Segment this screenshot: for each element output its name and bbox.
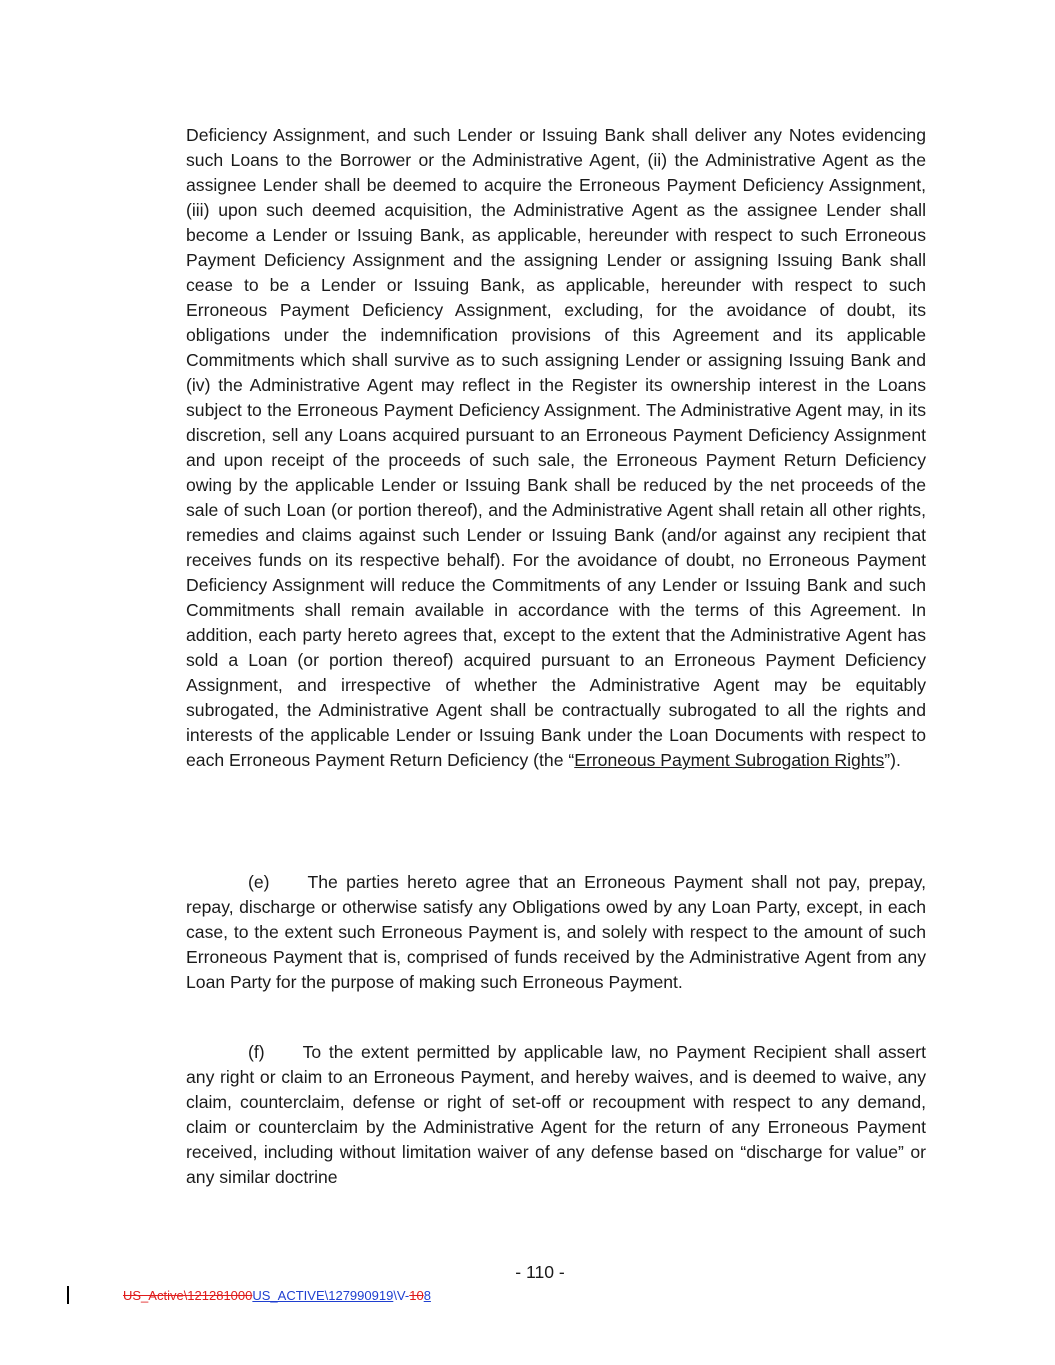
footer-version-separator: \V- xyxy=(393,1288,410,1303)
paragraph-e-label: (e) xyxy=(248,872,270,892)
paragraph-continued-closing: ”). xyxy=(884,750,901,770)
document-footer-id xyxy=(123,1288,431,1304)
revision-change-bar xyxy=(67,1286,69,1304)
page-number: - 110 - xyxy=(515,1262,565,1282)
deleted-version-number: 10 xyxy=(409,1288,424,1303)
paragraph-e xyxy=(186,870,926,995)
paragraph-f-label: (f) xyxy=(248,1042,265,1062)
inserted-document-id: US_ACTIVE\127990919 xyxy=(252,1288,394,1303)
paragraph-e-text: The parties hereto agree that an Erroneous Payment shall not pay, prepay, repay, discharge or otherwise satisfy any Obligations owed by any Loan Party, except, in each case, to the extent such Erroneous Payment is, and solely with respect to the amount of such Erroneous Payment that is, comprised of funds received by the Administrative Agent from any Loan Party for the purpose of making such Erroneous Payment. xyxy=(186,872,926,992)
paragraph-continued-text: Deficiency Assignment, and such Lender or Issuing Bank shall deliver any Notes evidencing such Loans to the Borrower or the Administrative Agent, (ii) the Administrative Agent as the assignee Lender shall be deemed to acquire the Erroneous Payment Deficiency Assignment, (iii) upon such deemed acquisition, the Administrative Agent as the assignee Lender shall become a Lender or Issuing Bank, as applicable, hereunder with respect to such Erroneous Payment Deficiency Assignment and the assigning Lender or assigning Issuing Bank shall cease to be a Lender or Issuing Bank, as applicable, hereunder with respect to such Erroneous Payment Deficiency Assignment, excluding, for the avoidance of doubt, its obligations under the indemnification provisions of this Agreement and its applicable Commitments which shall survive as to such assigning Lender or assigning Issuing Bank and (iv) the Administrative Agent may reflect in the Register its ownership interest in the Loans subject to the Erroneous Payment Deficiency Assignment. The Administrative Agent may, in its discretion, sell any Loans acquired pursuant to an Erroneous Payment Deficiency Assignment and upon receipt of the proceeds of such sale, the Erroneous Payment Return Deficiency owing by the applicable Lender or Issuing Bank shall be reduced by the net proceeds of the sale of such Loan (or portion thereof), and the Administrative Agent shall retain all other rights, remedies and claims against such Lender or Issuing Bank (and/or against any recipient that receives funds on its respective behalf). For the avoidance of doubt, no Erroneous Payment Deficiency Assignment will reduce the Commitments of any Lender or Issuing Bank and such Commitments shall remain available in accordance with the terms of this Agreement. In addition, each party hereto agrees that, except to the extent that the Administrative Agent has sold a Loan (or portion thereof) acquired pursuant to an Erroneous Payment Deficiency Assignment, and irrespective of whether the Administrative Agent may be equitably subrogated, the Administrative Agent shall be contractually subrogated to all the rights and interests of the applicable Lender or Issuing Bank under the Loan Documents with respect to each Erroneous Payment Return Deficiency (the “ xyxy=(186,125,926,770)
deleted-document-id: US_Active\121281000 xyxy=(123,1288,253,1303)
defined-term: Erroneous Payment Subrogation Rights xyxy=(574,750,885,770)
inserted-version-number: 8 xyxy=(423,1288,431,1303)
paragraph-f xyxy=(186,1040,926,1190)
paragraph-f-text: To the extent permitted by applicable law, no Payment Recipient shall assert any right or claim to an Erroneous Payment, and hereby waives, and is deemed to waive, any claim, counterclaim, defense or right of set-off or recoupment with respect to any demand, claim or counterclaim by the Administrative Agent for the return of any Erroneous Payment received, including without limitation waiver of any defense based on “discharge for value” or any similar doctrine xyxy=(186,1042,926,1187)
paragraph-continued xyxy=(186,123,926,773)
